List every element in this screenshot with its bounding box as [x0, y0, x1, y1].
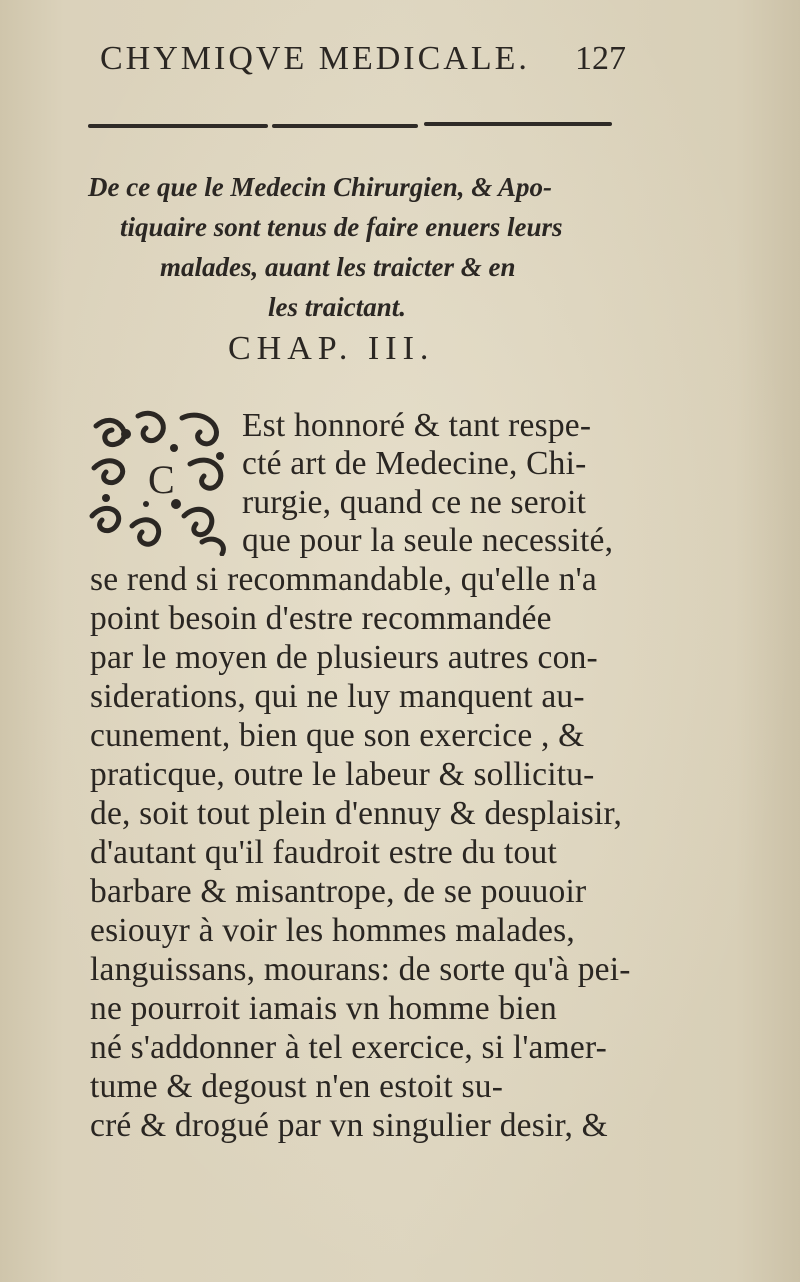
body-line: tume & degoust n'en estoit su- [90, 1068, 504, 1105]
chapter-heading-line-4: les traictant. [268, 292, 407, 322]
body-line: siderations, qui ne luy manquent au- [90, 678, 585, 715]
body-line: cunement, bien que son exercice , & [90, 717, 585, 754]
body-line: languissans, mourans: de sorte qu'à pei- [90, 951, 631, 988]
header-rule-middle [272, 124, 418, 128]
body-line: d'autant qu'il faudroit estre du tout [90, 834, 557, 871]
body-line: se rend si recommandable, qu'elle n'a [90, 561, 597, 598]
body-line: né s'addonner à tel exercice, si l'amer- [90, 1029, 607, 1066]
body-line: Est honnoré & tant respe- [242, 407, 592, 444]
body-line: cté art de Medecine, Chi- [242, 445, 587, 482]
running-head-title: CHYMIQVE MEDICALE. [100, 40, 530, 77]
header-rule-right [424, 122, 612, 126]
body-line: point besoin d'estre recommandée [90, 600, 552, 637]
body-line: ne pourroit iamais vn homme bien [90, 990, 557, 1027]
body-line: barbare & misantrope, de se pouuoir [90, 873, 587, 910]
body-line: de, soit tout plein d'ennuy & desplaisir, [90, 795, 623, 832]
chapter-number: CHAP. III. [228, 330, 435, 367]
body-line: esiouyr à voir les hommes malades, [90, 912, 575, 949]
chapter-heading-line-3: malades, auant les traicter & en [160, 252, 516, 282]
page-number: 127 [575, 40, 626, 77]
drop-cap-letter: C [148, 457, 175, 502]
body-line: rurgie, quand ce ne seroit [242, 484, 587, 521]
chapter-heading-line-1: De ce que le Medecin Chirurgien, & Apo- [88, 172, 552, 202]
body-line: que pour la seule necessité, [242, 522, 614, 559]
body-line: cré & drogué par vn singulier desir, & [90, 1107, 608, 1144]
body-line: praticque, outre le labeur & sollicitu- [90, 756, 595, 793]
running-head [100, 40, 630, 86]
chapter-heading-line-2: tiquaire sont tenus de faire enuers leurs [120, 212, 563, 242]
body-line: par le moyen de plusieurs autres con- [90, 639, 598, 676]
ornamental-initial-icon [86, 408, 234, 556]
header-rule-left [88, 124, 268, 128]
